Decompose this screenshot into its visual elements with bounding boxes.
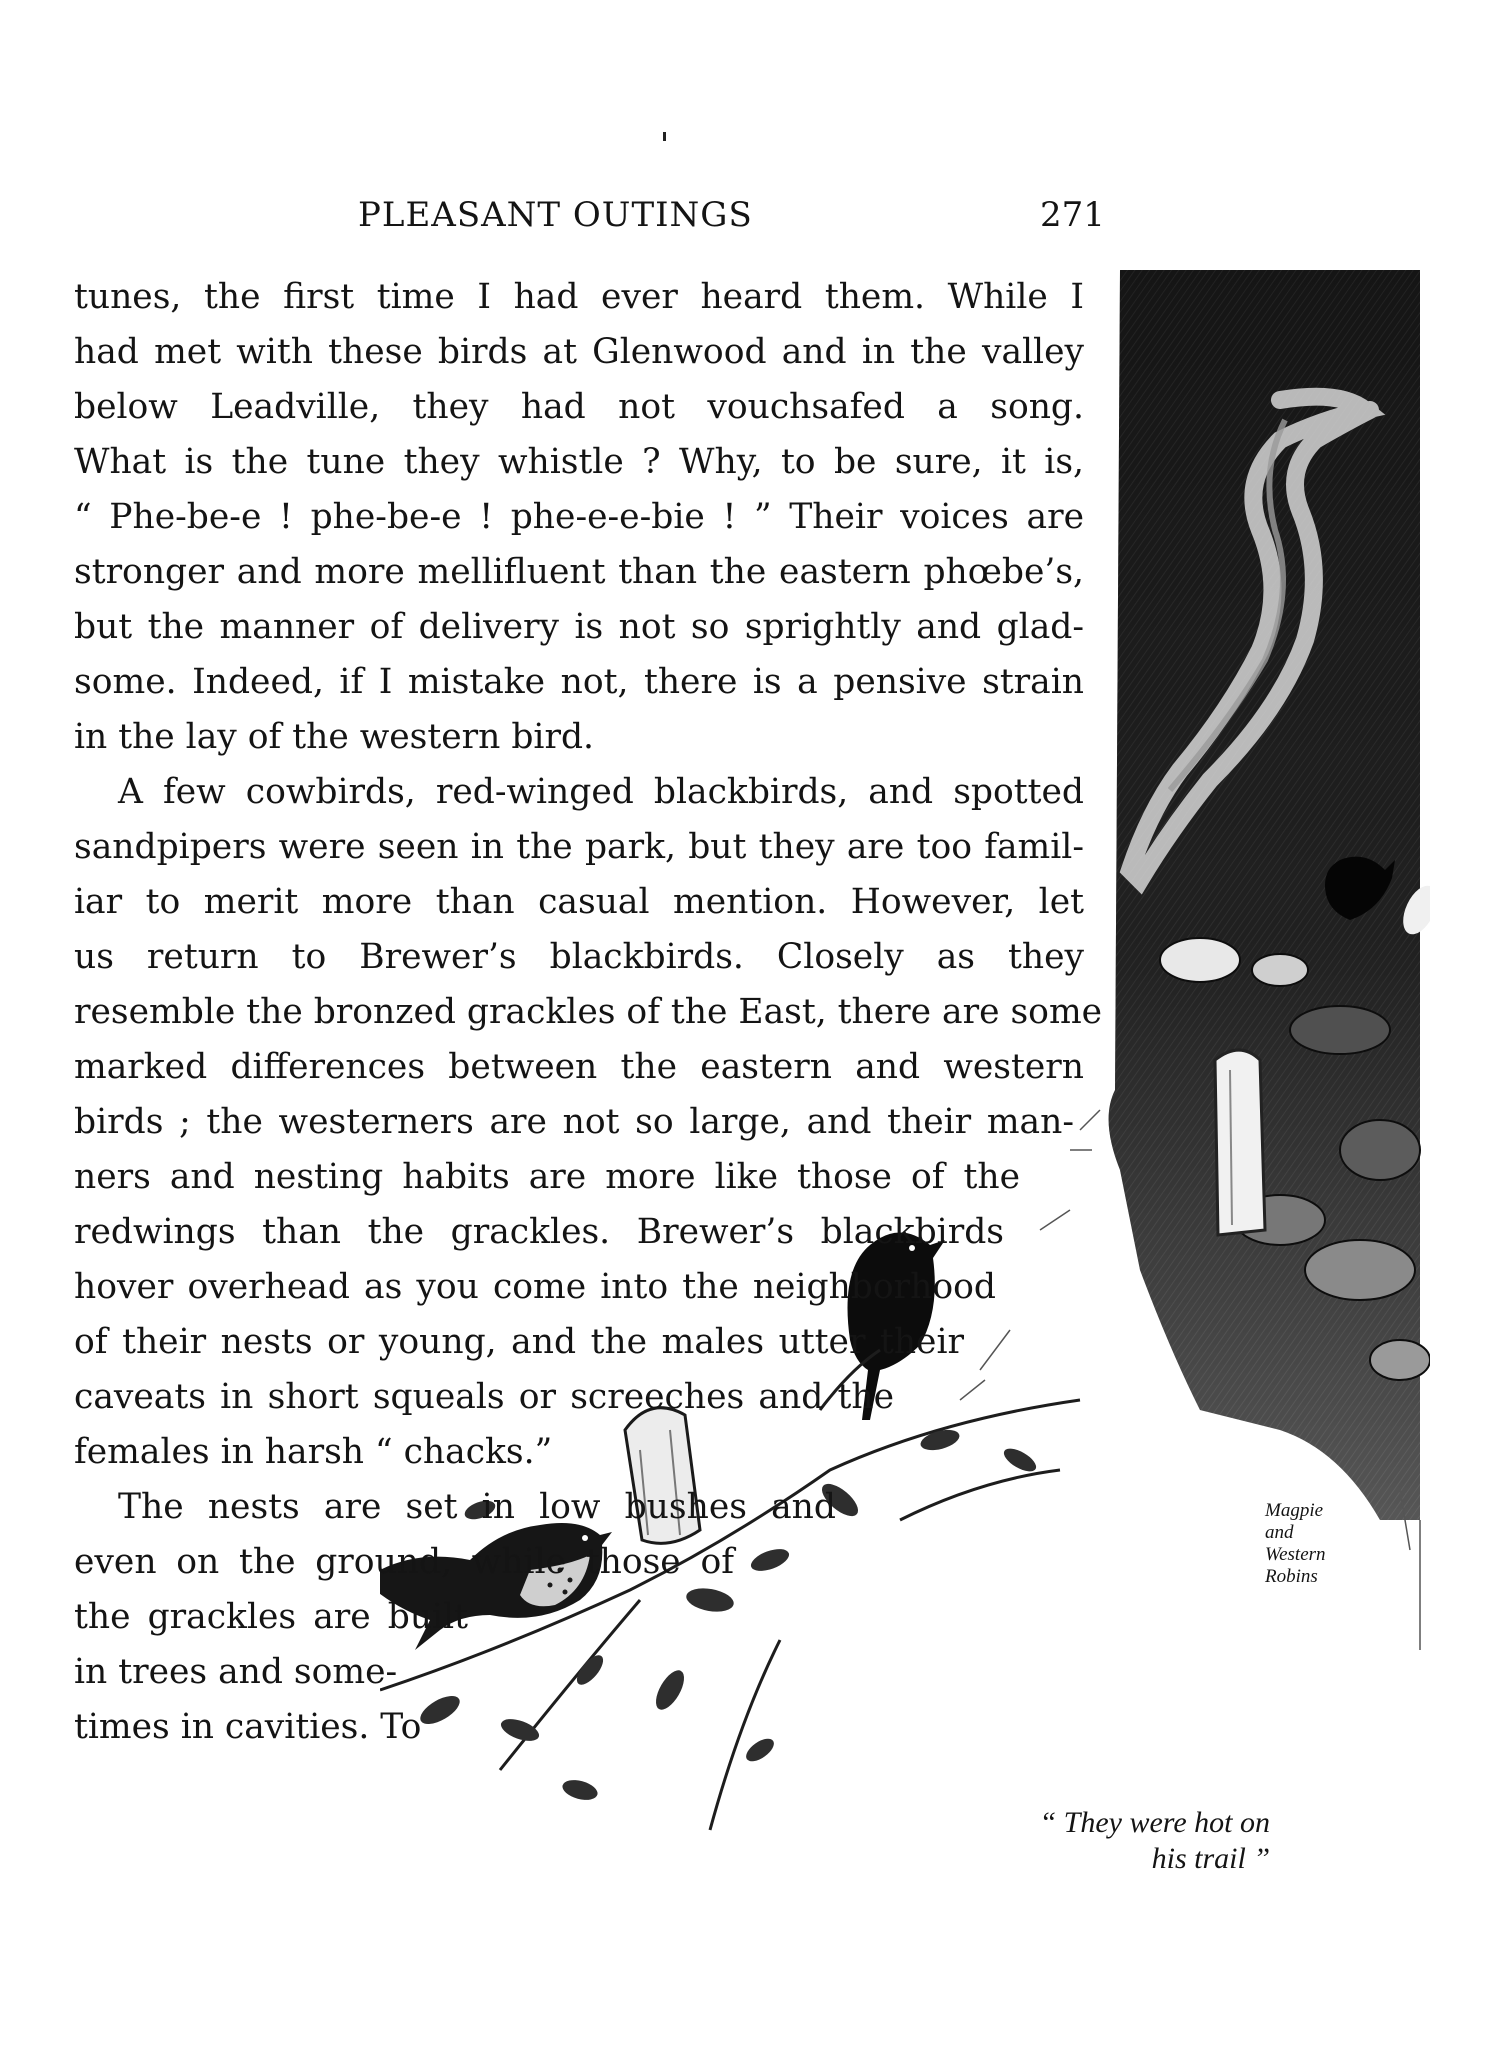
- text-line: birds ; the westerners are not so large, and their man-: [74, 1102, 1074, 1142]
- print-speck: [663, 132, 666, 141]
- text-line: hover overhead as you come into the neighborhood: [74, 1267, 996, 1307]
- text-line: “ Phe-be-e ! phe-be-e ! phe-e-e-bie ! ” Their voices are: [74, 497, 1084, 537]
- text-line: resemble the bronzed grackles of the East, there are some: [74, 992, 1103, 1032]
- caption-line: Western: [1265, 1544, 1326, 1565]
- page-number: 271: [1040, 195, 1105, 235]
- caption-line: Magpie: [1265, 1500, 1324, 1521]
- fence-post-upper: [1215, 1050, 1265, 1235]
- caption-hot-on-trail: [950, 1805, 1270, 1877]
- caption-line: his trail ”: [1151, 1842, 1270, 1875]
- text-line: ners and nesting habits are more like those of the: [74, 1157, 1020, 1197]
- text-line: What is the tune they whistle ? Why, to be sure, it is,: [74, 442, 1084, 482]
- text-line: the grackles are built: [74, 1597, 468, 1637]
- text-line: stronger and more mellifluent than the eastern phœbe’s,: [74, 552, 1084, 592]
- text-line: in trees and some-: [74, 1652, 398, 1692]
- text-line: iar to merit more than casual mention. However, let: [74, 882, 1084, 922]
- text-line: females in harsh “ chacks.”: [74, 1432, 553, 1472]
- paragraph-start: A few cowbirds, red-winged blackbirds, and spotted: [118, 772, 1084, 812]
- text-line: caveats in short squeals or screeches and the: [74, 1377, 894, 1417]
- text-line: redwings than the grackles. Brewer’s blackbirds: [74, 1212, 1004, 1252]
- text-line: us return to Brewer’s blackbirds. Closely as they: [74, 937, 1084, 977]
- text-line: of their nests or young, and the males utter their: [74, 1322, 964, 1362]
- text-line: marked differences between the eastern and western: [74, 1047, 1084, 1087]
- text-line: tunes, the first time I had ever heard them. While I: [74, 277, 1084, 317]
- caption-line: Robins: [1265, 1566, 1318, 1587]
- caption-line: and: [1265, 1522, 1294, 1543]
- running-header: [0, 195, 1511, 245]
- caption-line: “ They were hot on: [1039, 1806, 1270, 1839]
- text-line: but the manner of delivery is not so sprightly and glad-: [74, 607, 1084, 647]
- text-line: some. Indeed, if I mistake not, there is a pensive strain: [74, 662, 1084, 702]
- text-line: below Leadville, they had not vouchsafed a song.: [74, 387, 1084, 427]
- text-line: even on the ground, while those of: [74, 1542, 734, 1582]
- text-line: had met with these birds at Glenwood and in the valley: [74, 332, 1084, 372]
- paragraph-start: The nests are set in low bushes and: [118, 1487, 836, 1527]
- text-line: sandpipers were seen in the park, but they are too famil-: [74, 827, 1084, 867]
- running-title: PLEASANT OUTINGS: [358, 195, 753, 235]
- text-line: in the lay of the western bird.: [74, 717, 594, 757]
- text-line: times in cavities. To: [74, 1707, 422, 1747]
- caption-magpie-robins: [1265, 1500, 1375, 1588]
